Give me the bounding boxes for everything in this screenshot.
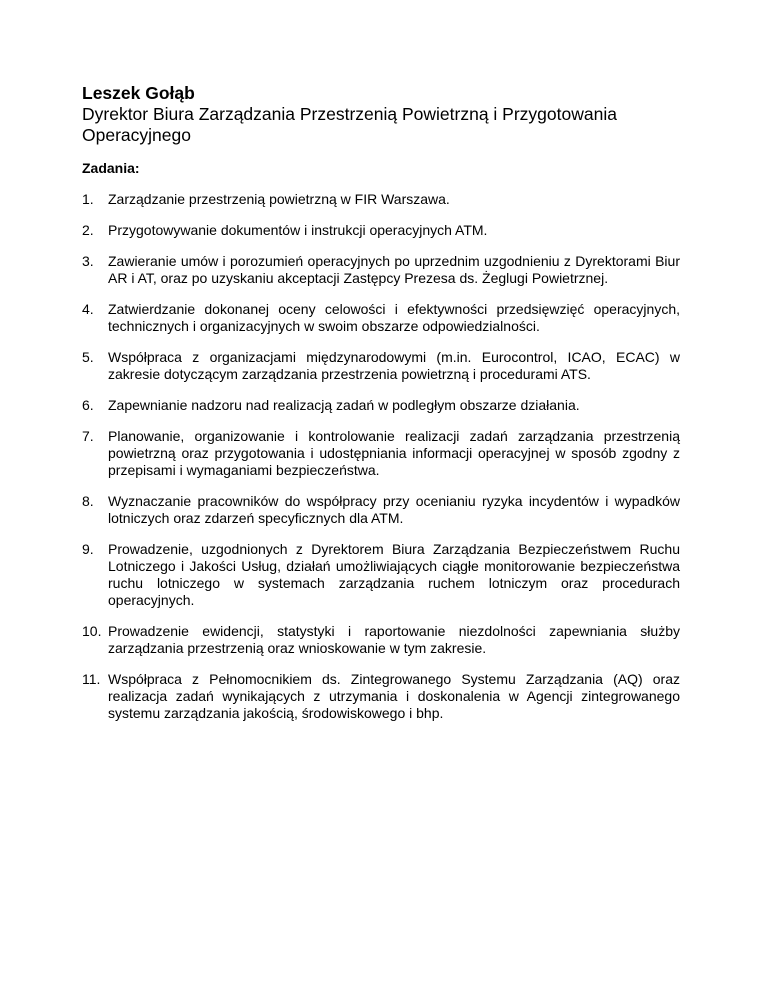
task-text: Planowanie, organizowanie i kontrolowanie realizacji zadań zarządzania przestrzenią powietrzną oraz przygotowania i udostępniania informacji operacyjnej w sposób zgodny z przepisami i wymaganiami bezpieczeństwa. — [108, 428, 680, 478]
task-item — [82, 493, 680, 527]
document-page — [82, 83, 680, 736]
task-item — [82, 349, 680, 383]
task-text: Współpraca z organizacjami międzynarodowymi (m.in. Eurocontrol, ICAO, ECAC) w zakresie dotyczącym zarządzania przestrzenia powietrzną i procedurami ATS. — [108, 349, 680, 382]
task-number: 10. — [82, 623, 102, 639]
task-number: 5. — [82, 349, 94, 365]
task-text: Przygotowywanie dokumentów i instrukcji operacyjnych ATM. — [108, 222, 488, 238]
task-number: 9. — [82, 541, 94, 557]
task-text: Współpraca z Pełnomocnikiem ds. Zintegrowanego Systemu Zarządzania (AQ) oraz realizacja zadań wynikających z utrzymania i doskonalenia w Agencji zintegrowanego systemu zarządzania jakością, środowiskowego i bhp. — [108, 671, 680, 721]
task-item — [82, 428, 680, 479]
task-text: Prowadzenie ewidencji, statystyki i raportowanie niezdolności zapewniania służby zarządzania przestrzenią oraz wnioskowanie w tym zakresie. — [108, 623, 680, 656]
task-item — [82, 301, 680, 335]
tasks-heading: Zadania: — [82, 160, 140, 176]
task-item — [82, 397, 680, 414]
task-item — [82, 253, 680, 287]
task-text: Zawieranie umów i porozumień operacyjnych po uprzednim uzgodnieniu z Dyrektorami Biur AR i AT, oraz po uzyskaniu akceptacji Zastępcy Prezesa ds. Żeglugi Powietrznej. — [108, 253, 680, 286]
person-position: Dyrektor Biura Zarządzania Przestrzenią Powietrzną i Przygotowania Operacyjnego — [82, 104, 617, 145]
task-number: 4. — [82, 301, 94, 317]
task-number: 8. — [82, 493, 94, 509]
tasks-list — [82, 191, 680, 722]
task-item — [82, 222, 680, 239]
task-item — [82, 623, 680, 657]
task-number: 11. — [82, 671, 101, 687]
task-item — [82, 541, 680, 609]
task-number: 3. — [82, 253, 94, 269]
task-text: Zapewnianie nadzoru nad realizacją zadań w podległym obszarze działania. — [108, 397, 580, 413]
task-text: Prowadzenie, uzgodnionych z Dyrektorem Biura Zarządzania Bezpieczeństwem Ruchu Lotniczego i Jakości Usług, działań umożliwiających ciągłe monitorowanie bezpieczeństwa ruchu lotniczego w systemach zarządzania ruchem lotniczym oraz procedurach operacyjnych. — [108, 541, 680, 608]
task-number: 2. — [82, 222, 94, 238]
task-number: 6. — [82, 397, 94, 413]
task-text: Wyznaczanie pracowników do współpracy przy ocenianiu ryzyka incydentów i wypadków lotniczych oraz zdarzeń specyficznych dla ATM. — [108, 493, 680, 526]
task-number: 1. — [82, 191, 94, 207]
person-name: Leszek Gołąb — [82, 83, 195, 103]
task-item — [82, 671, 680, 722]
task-text: Zarządzanie przestrzenią powietrzną w FIR Warszawa. — [108, 191, 450, 207]
task-item — [82, 191, 680, 208]
task-text: Zatwierdzanie dokonanej oceny celowości i efektywności przedsięwzięć operacyjnych, technicznych i organizacyjnych w swoim obszarze odpowiedzialności. — [108, 301, 680, 334]
task-number: 7. — [82, 428, 94, 444]
